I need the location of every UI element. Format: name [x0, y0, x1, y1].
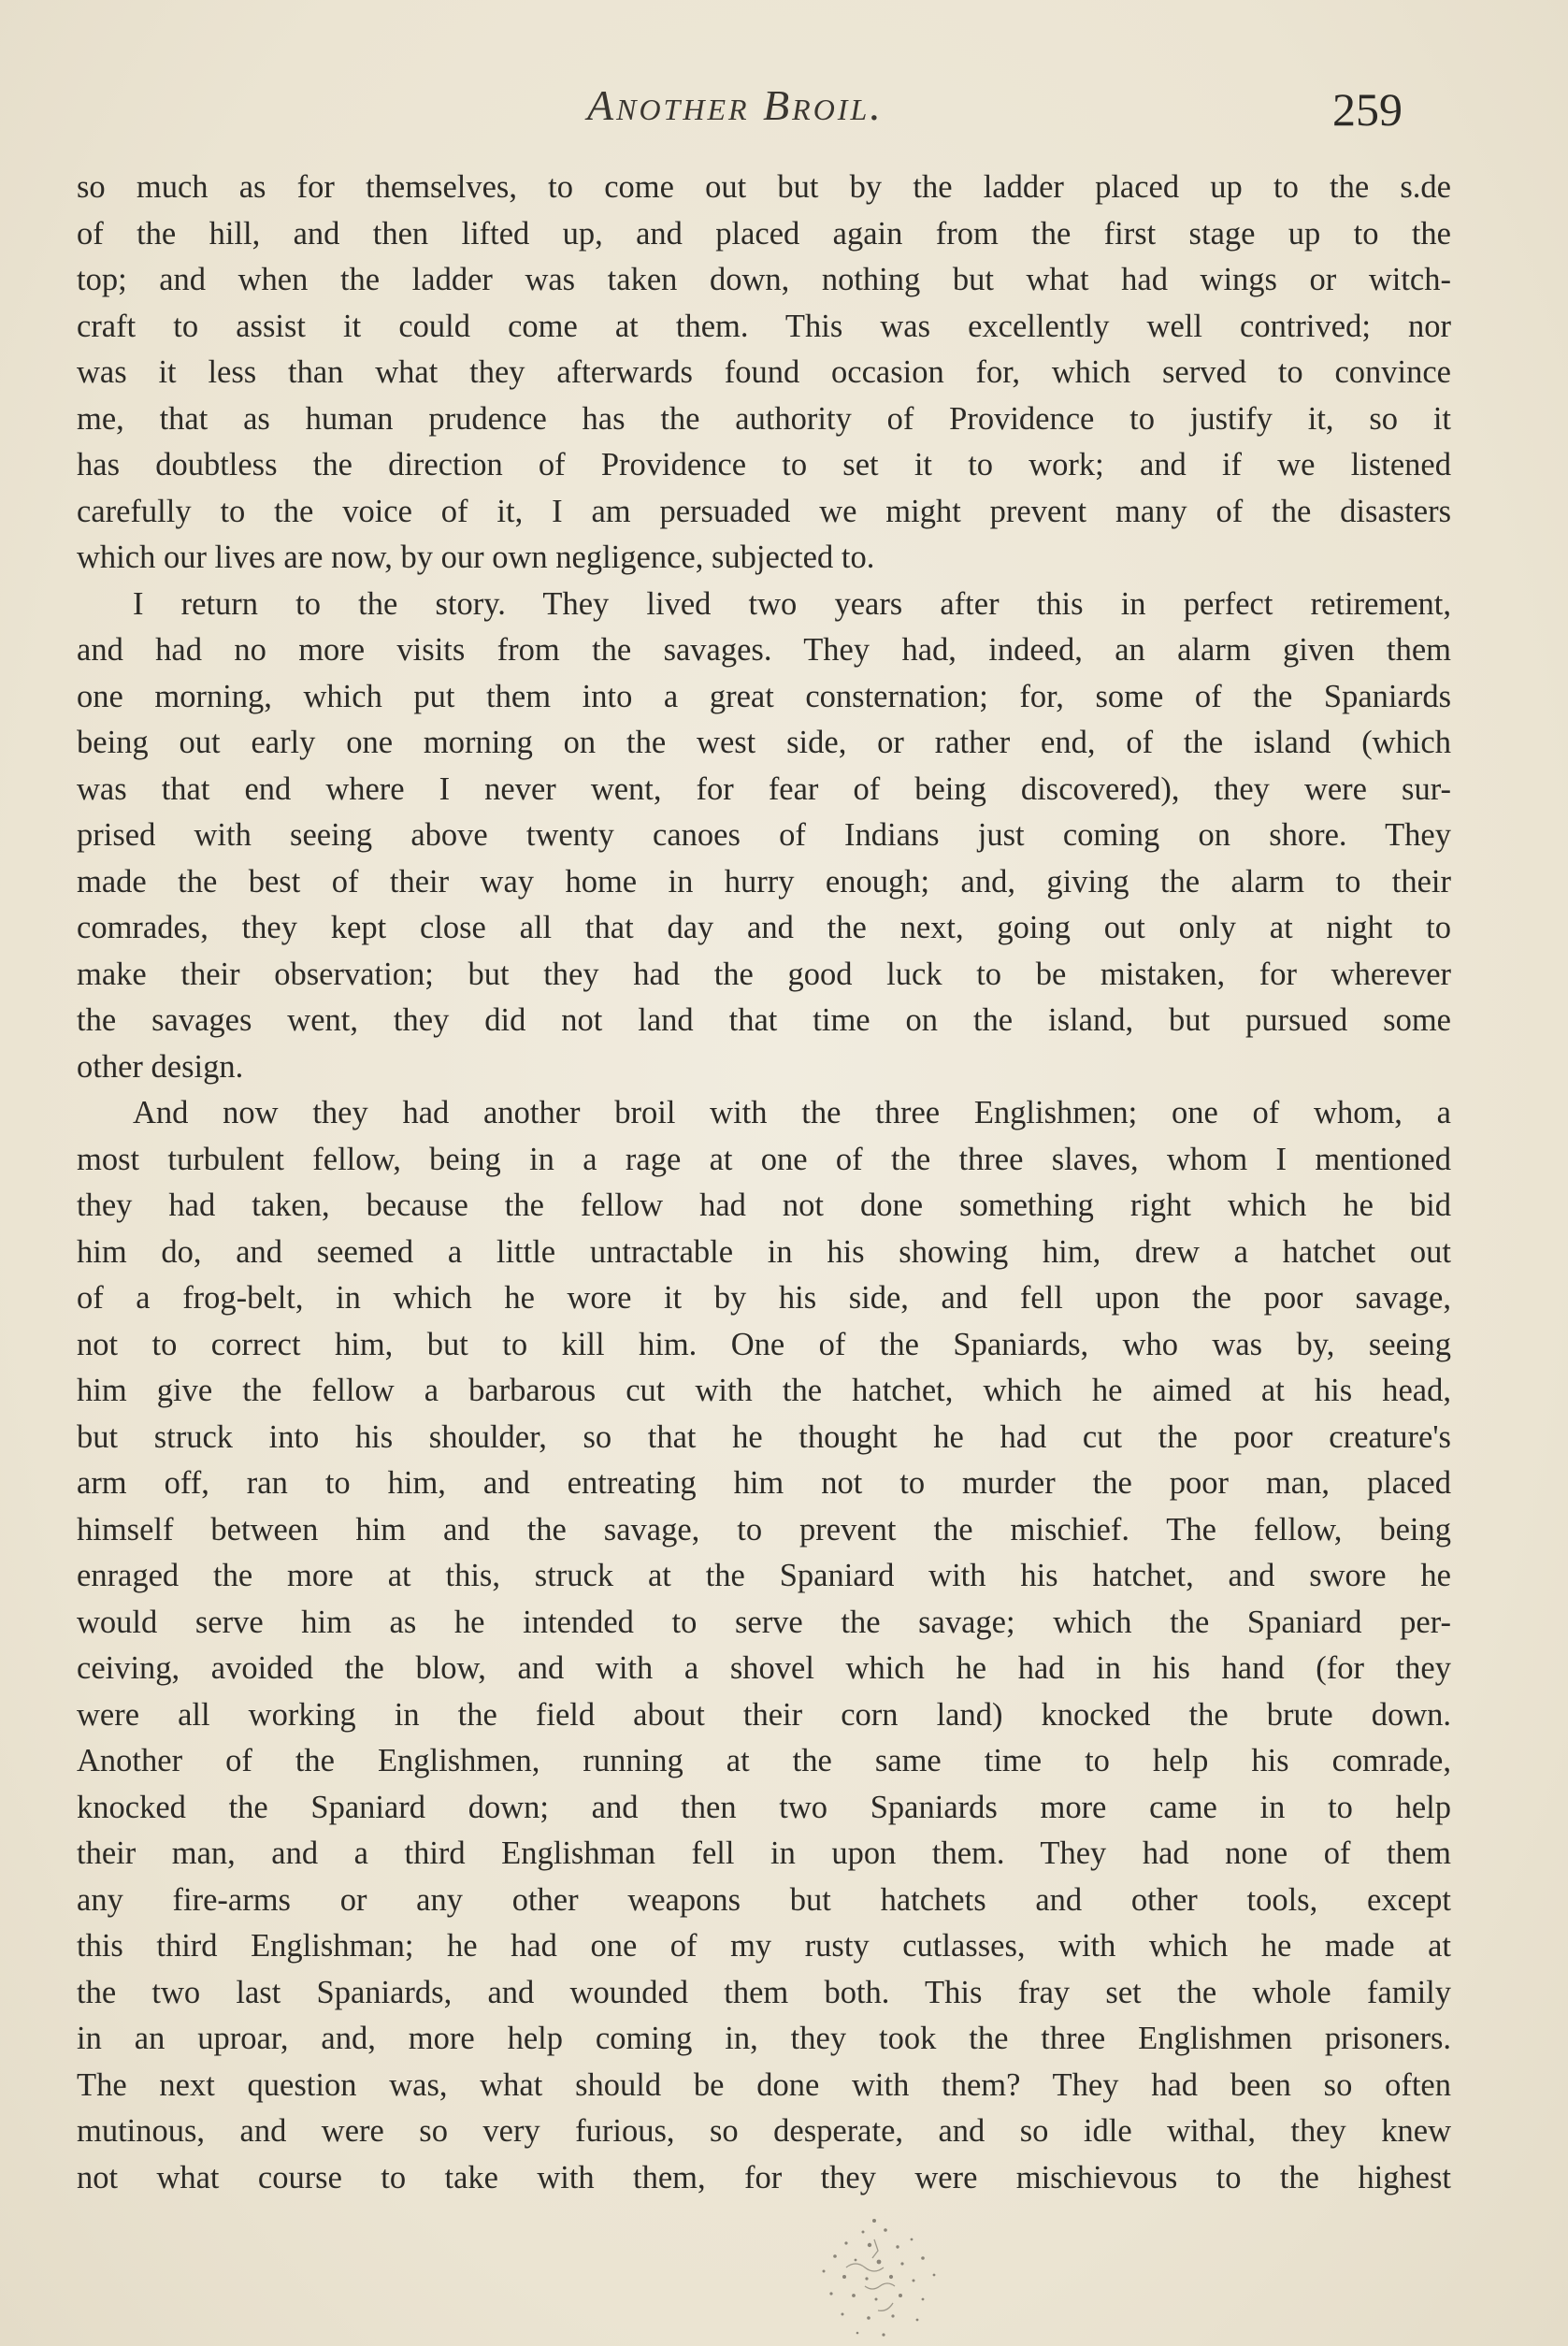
text-line: comrades, they kept close all that day and the next, going out only at night to [77, 910, 1451, 945]
text-line: make their observation; but they had the good luck to be mistaken, for wherever [77, 956, 1451, 992]
text-line: of the hill, and then lifted up, and placed again from the first stage up to the [77, 215, 1451, 252]
text-line: was that end where I never went, for fear of being discovered), they were sur- [77, 770, 1451, 807]
text-line: The next question was, what should be done with them? They had been so often [77, 2066, 1451, 2103]
text-line: their man, and a third Englishman fell in upon them. They had none of them [77, 1835, 1451, 1871]
text-line: not to correct him, but to kill him. One of the Spaniards, who was by, seeing [77, 1326, 1451, 1362]
running-head [0, 75, 1568, 136]
text-line: this third Englishman; he had one of my rusty cutlasses, with which he made at [77, 1928, 1451, 1964]
text-line: other design. [77, 1048, 244, 1085]
text-line: top; and when the ladder was taken down, nothing but what had wings or witch- [77, 262, 1451, 297]
text-line: himself between him and the savage, to prevent the mischief. The fellow, being [77, 1511, 1451, 1547]
text-line: the two last Spaniards, and wounded them both. This fray set the whole family [77, 1974, 1451, 2010]
text-line: made the best of their way home in hurry enough; and, giving the alarm to their [77, 863, 1451, 900]
text-line: him do, and seemed a little untractable in his showing him, drew a hatchet out [77, 1233, 1451, 1270]
text-line: knocked the Spaniard down; and then two Spaniards more came in to help [77, 1789, 1451, 1825]
text-line: mutinous, and were so very furious, so desperate, and so idle withal, they knew [77, 2113, 1451, 2149]
paragraph-start-line: I return to the story. They lived two years after this in perfect retirement, [133, 585, 1451, 622]
text-line: arm off, ran to him, and entreating him not to murder the poor man, placed [77, 1465, 1451, 1501]
tailpiece-ornament [753, 2202, 996, 2342]
text-line: in an uproar, and, more help coming in, they took the three Englishmen prisoners. [77, 2021, 1451, 2056]
text-line: which our lives are now, by our own negligence, subjected to. [77, 540, 875, 575]
text-line: prised with seeing above twenty canoes of Indians just coming on shore. They [77, 817, 1451, 853]
text-line: most turbulent fellow, being in a rage at one of the three slaves, whom I mentioned [77, 1141, 1451, 1177]
text-line: so much as for themselves, to come out but by the ladder placed up to the s.de [77, 169, 1451, 205]
text-line: they had taken, because the fellow had not done something right which he bid [77, 1187, 1451, 1223]
text-line: not what course to take with them, for they were mischievous to the highest [77, 2159, 1451, 2195]
paragraph-start-line: And now they had another broil with the three Englishmen; one of whom, a [133, 1095, 1451, 1130]
text-line: being out early one morning on the west side, or rather end, of the island (which [77, 725, 1451, 760]
page-number: 259 [1332, 83, 1403, 136]
text-line: were all working in the field about their corn land) knocked the brute down. [77, 1696, 1451, 1733]
text-line: the savages went, they did not land that time on the island, but pursued some [77, 1002, 1451, 1038]
body-text [77, 165, 1451, 2201]
text-line: him give the fellow a barbarous cut with the hatchet, which he aimed at his head, [77, 1373, 1451, 1408]
text-line: any fire-arms or any other weapons but hatchets and other tools, except [77, 1881, 1451, 1918]
text-line: was it less than what they afterwards found occasion for, which served to convince [77, 354, 1451, 390]
text-line: carefully to the voice of it, I am persuaded we might prevent many of the disasters [77, 493, 1451, 529]
text-line: craft to assist it could come at them. This was excellently well contrived; nor [77, 308, 1451, 344]
text-line: Another of the Englishmen, running at the same time to help his comrade, [77, 1743, 1451, 1778]
running-title: Another Broil. [587, 81, 884, 129]
text-line: ceiving, avoided the blow, and with a shovel which he had in his hand (for they [77, 1650, 1451, 1686]
text-line: has doubtless the direction of Providence to set it to work; and if we listened [77, 447, 1451, 482]
text-line: of a frog-belt, in which he wore it by his side, and fell upon the poor savage, [77, 1280, 1451, 1316]
text-line: would serve him as he intended to serve the savage; which the Spaniard per- [77, 1604, 1451, 1640]
text-line: one morning, which put them into a great consternation; for, some of the Spaniards [77, 678, 1451, 714]
text-line: me, that as human prudence has the authority of Providence to justify it, so it [77, 400, 1451, 437]
text-line: but struck into his shoulder, so that he thought he had cut the poor creature's [77, 1418, 1451, 1455]
text-line: enraged the more at this, struck at the Spaniard with his hatchet, and swore he [77, 1558, 1451, 1593]
text-line: and had no more visits from the savages. They had, indeed, an alarm given them [77, 632, 1451, 668]
